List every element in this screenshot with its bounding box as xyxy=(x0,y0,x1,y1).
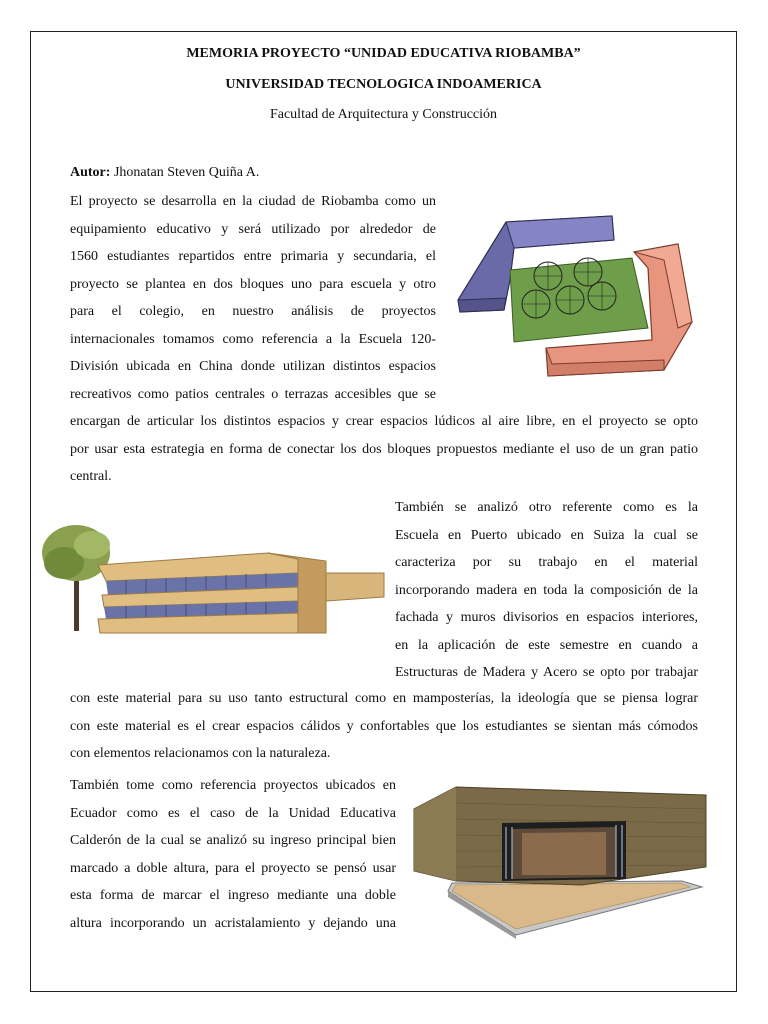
paragraph-line: internacionales tomamos como referencia a la Escuela 120- xyxy=(70,331,436,347)
paragraph-line: encargan de articular los distintos espacios y crear espacios lúdicos al aire libre, en el proyecto se opto xyxy=(70,414,698,429)
paragraph-line: en la aplicación de este semestre en cuando a xyxy=(395,637,698,653)
faculty-subtitle: Facultad de Arquitectura y Construcción xyxy=(269,107,498,122)
title-line-2: UNIVERSIDAD TECNOLOGICA INDOAMERICA xyxy=(225,77,542,92)
paragraph-line: 1560 estudiantes repartidos entre primaria y secundaria, el xyxy=(70,249,436,264)
paragraph-1-full xyxy=(70,408,698,491)
paragraph-line: equipamiento educativo y será utilizado por alrededor de xyxy=(70,221,436,237)
paragraph-line: fachada y muros divisorios en espacios interiores, xyxy=(395,610,698,625)
paragraph-line: También tome como referencia proyectos ubicados en xyxy=(70,778,396,793)
paragraph-line: recreativos como patios centrales o terrazas accesibles que se xyxy=(70,386,436,402)
paragraph-line: Ecuador como es el caso de la Unidad Educativa xyxy=(70,805,396,821)
figure-wooden-school xyxy=(36,515,386,650)
paragraph-line: También se analizó otro referente como es la xyxy=(395,500,698,515)
paragraph-line: con elementos relacionamos con la naturaleza. xyxy=(70,746,331,761)
author-name: Jhonatan Steven Quiña A. xyxy=(110,165,260,180)
paragraph-line: para el colegio, en nuestro análisis de proyectos xyxy=(70,304,436,319)
paragraph-line: División ubicada en China donde utilizan distintos espacios xyxy=(70,359,436,374)
paragraph-line: incorporando madera en toda la composición de la xyxy=(395,582,698,598)
paragraph-line: Calderón de la cual se analizó su ingreso principal bien xyxy=(70,833,396,848)
paragraph-3-wrapped xyxy=(70,772,396,937)
paragraph-2-full xyxy=(70,685,698,768)
paragraph-line: con este material para su uso tanto estructural como en mamposterías, la ideología que se piensa lograr xyxy=(70,691,698,706)
paragraph-line: El proyecto se desarrolla en la ciudad de Riobamba como un xyxy=(70,194,436,209)
paragraph-1-wrapped xyxy=(70,188,436,408)
paragraph-line: caracteriza por su trabajo en el material xyxy=(395,555,698,570)
paragraph-2-wrapped xyxy=(395,494,698,687)
author-line xyxy=(70,159,700,187)
paragraph-line: proyecto se plantea en dos bloques uno para escuela y otro xyxy=(70,276,436,292)
paragraph-line: central. xyxy=(70,469,112,484)
figure-double-height-entrance xyxy=(412,783,708,939)
paragraph-line: altura incorporando un acristalamiento y dejando una xyxy=(70,915,396,931)
author-label: Autor: xyxy=(70,165,111,180)
paragraph-line: Estructuras de Madera y Acero se opto por trabajar xyxy=(395,665,698,680)
paragraph-line: con este material es el crear espacios cálidos y confortables que los estudiantes se sientan más cómodos xyxy=(70,718,698,734)
paragraph-line: marcado a doble altura, para el proyecto se pensó usar xyxy=(70,860,396,876)
figure-blocks-patio xyxy=(452,200,714,400)
paragraph-line: por usar esta estrategia en forma de conectar los dos bloques propuestos mediante el uso de un gran patio xyxy=(70,441,698,457)
title-line-1: MEMORIA PROYECTO “UNIDAD EDUCATIVA RIOBAMBA” xyxy=(186,46,581,61)
paragraph-line: esta forma de marcar el ingreso mediante una doble xyxy=(70,888,396,903)
paragraph-line: Escuela en Puerto ubicado en Suiza la cual se xyxy=(395,527,698,543)
